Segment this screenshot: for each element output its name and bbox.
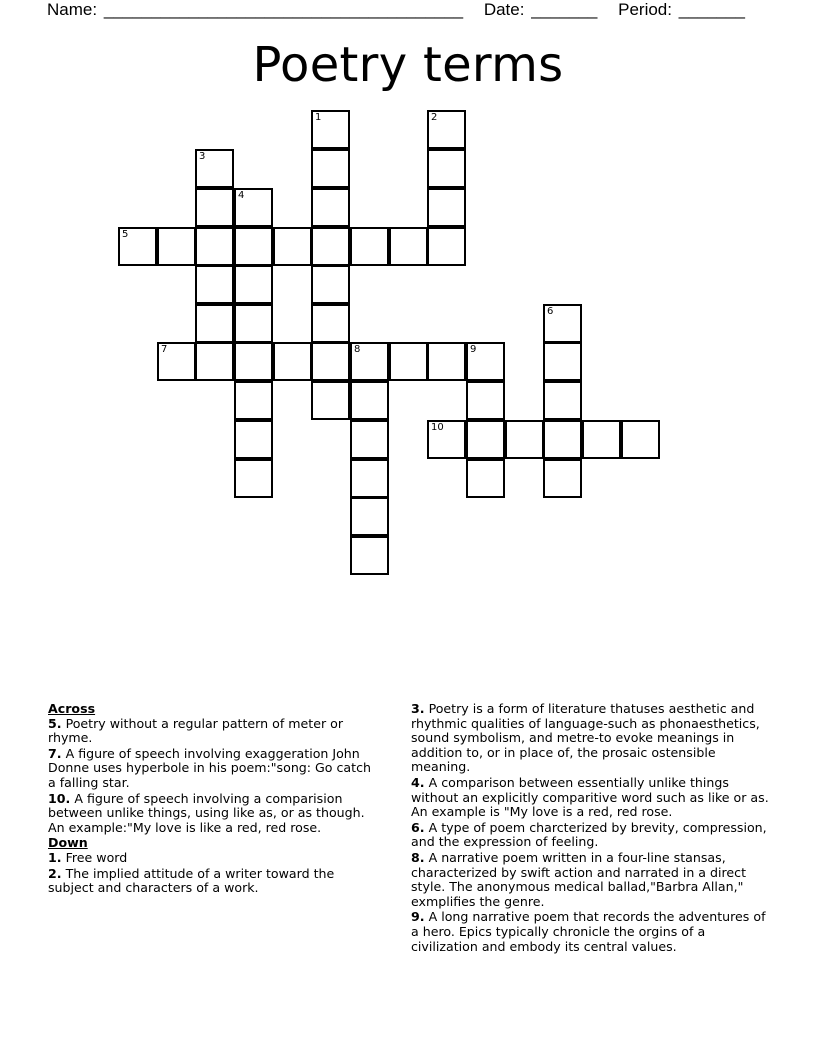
crossword-cell[interactable] — [311, 188, 350, 227]
crossword-cell[interactable] — [118, 227, 157, 266]
crossword-cell[interactable] — [273, 227, 312, 266]
crossword-cell[interactable] — [350, 381, 389, 420]
down-heading: Down — [48, 835, 88, 851]
clue-down-2: 2. The implied attitude of a writer toward the subject and characters of a work. — [48, 865, 335, 896]
crossword-cell[interactable] — [350, 227, 389, 266]
crossword-cell[interactable] — [466, 420, 505, 459]
page-title: Poetry terms — [252, 37, 564, 93]
date-label: Date: — [483, 0, 525, 19]
crossword-cell[interactable] — [195, 227, 234, 266]
crossword-cell[interactable] — [427, 227, 466, 266]
crossword-cell[interactable] — [350, 342, 389, 381]
crossword-cell[interactable] — [427, 342, 466, 381]
clue-number: 1 — [315, 112, 322, 123]
clues-right-column — [411, 702, 771, 955]
clue-down-9: 9. A long narrative poem that records the adventures of a hero. Epics typically chronicle the orgins of a civilization and embody its central values. — [411, 909, 766, 954]
crossword-cell[interactable] — [234, 188, 273, 227]
across-heading: Across — [48, 701, 96, 716]
crossword-cell[interactable] — [311, 304, 350, 343]
clue-number: 4 — [238, 190, 245, 201]
crossword-cell[interactable] — [350, 536, 389, 575]
crossword-cell[interactable] — [195, 149, 234, 188]
crossword-cell[interactable] — [311, 342, 350, 381]
crossword-cell[interactable] — [505, 420, 544, 459]
crossword-cell[interactable] — [311, 227, 350, 266]
clue-number: 10 — [431, 422, 444, 433]
crossword-cell[interactable] — [350, 497, 389, 536]
crossword-cell[interactable] — [311, 381, 350, 420]
clue-down-4: 4. A comparison between essentially unlike things without an explicitly comparitive word such as like or as. An example is "My love is a red, red rose. — [411, 774, 769, 820]
clue-across-5: 5. Poetry without a regular pattern of meter or rhyme. — [48, 715, 344, 746]
crossword-cell[interactable] — [350, 420, 389, 459]
clues-left-column — [48, 702, 378, 897]
crossword-cell[interactable] — [543, 342, 582, 381]
crossword-cell[interactable] — [621, 420, 660, 459]
period-label: Period: — [618, 0, 672, 19]
crossword-cell[interactable] — [389, 342, 428, 381]
clue-down-6: 6. A type of poem charcterized by brevity, compression, and the expression of feeling. — [411, 819, 767, 850]
clue-across-10: 10. A figure of speech involving a comparision between unlike things, using like as, or as though. An example:"My love is like a red, red rose. — [48, 790, 365, 835]
crossword-cell[interactable] — [234, 342, 273, 381]
crossword-cell[interactable] — [543, 304, 582, 343]
crossword-cell[interactable] — [234, 459, 273, 498]
crossword-cell[interactable] — [466, 342, 505, 381]
clue-number: 5 — [122, 229, 129, 240]
crossword-cell[interactable] — [311, 110, 350, 149]
crossword-cell[interactable] — [350, 459, 389, 498]
crossword-cell[interactable] — [195, 304, 234, 343]
clue-number: 3 — [199, 151, 206, 162]
clue-across-7: 7. A figure of speech involving exaggeration John Donne uses hyperbole in his poem:"song: Go catch a falling star. — [48, 745, 371, 790]
crossword-cell[interactable] — [195, 265, 234, 304]
crossword-cell[interactable] — [234, 227, 273, 266]
clue-number: 9 — [470, 344, 477, 355]
crossword-cell[interactable] — [273, 342, 312, 381]
crossword-cell[interactable] — [427, 420, 466, 459]
clue-number: 6 — [547, 306, 554, 317]
crossword-cell[interactable] — [157, 342, 196, 381]
date-blank[interactable]: _______ — [531, 0, 598, 19]
crossword-cell[interactable] — [195, 188, 234, 227]
crossword-cell[interactable] — [543, 459, 582, 498]
crossword-cell[interactable] — [427, 149, 466, 188]
crossword-cell[interactable] — [466, 381, 505, 420]
crossword-cell[interactable] — [234, 265, 273, 304]
clue-down-1: 1. Free word — [48, 849, 128, 865]
crossword-cell[interactable] — [195, 342, 234, 381]
crossword-cell[interactable] — [543, 381, 582, 420]
crossword-cell[interactable] — [311, 265, 350, 304]
clue-number: 7 — [161, 344, 168, 355]
crossword-cell[interactable] — [543, 420, 582, 459]
crossword-cell[interactable] — [311, 149, 350, 188]
period-blank[interactable]: _______ — [678, 0, 745, 19]
crossword-cell[interactable] — [234, 304, 273, 343]
clue-number: 8 — [354, 344, 361, 355]
name-label: Name: — [47, 0, 98, 19]
clue-down-8: 8. A narrative poem written in a four-line stansas, characterized by swift action and narrated in a direct style. The anonymous medical ballad,"Barbra Allan," exmplifies the genre. — [411, 849, 747, 909]
clue-number: 2 — [431, 112, 438, 123]
crossword-cell[interactable] — [427, 188, 466, 227]
crossword-cell[interactable] — [582, 420, 621, 459]
name-blank[interactable]: ______________________________________ — [103, 0, 464, 19]
crossword-cell[interactable] — [157, 227, 196, 266]
clue-down-3: 3. Poetry is a form of literature thatuses aesthetic and rhythmic qualities of language-such as phonaesthetics, sound symbolism, and metre-to evoke meanings in addition to, or in place of, the prosaic ostensible meaning. — [411, 701, 760, 775]
crossword-cell[interactable] — [466, 459, 505, 498]
crossword-cell[interactable] — [234, 420, 273, 459]
crossword-cell[interactable] — [389, 227, 428, 266]
crossword-cell[interactable] — [427, 110, 466, 149]
crossword-cell[interactable] — [234, 381, 273, 420]
